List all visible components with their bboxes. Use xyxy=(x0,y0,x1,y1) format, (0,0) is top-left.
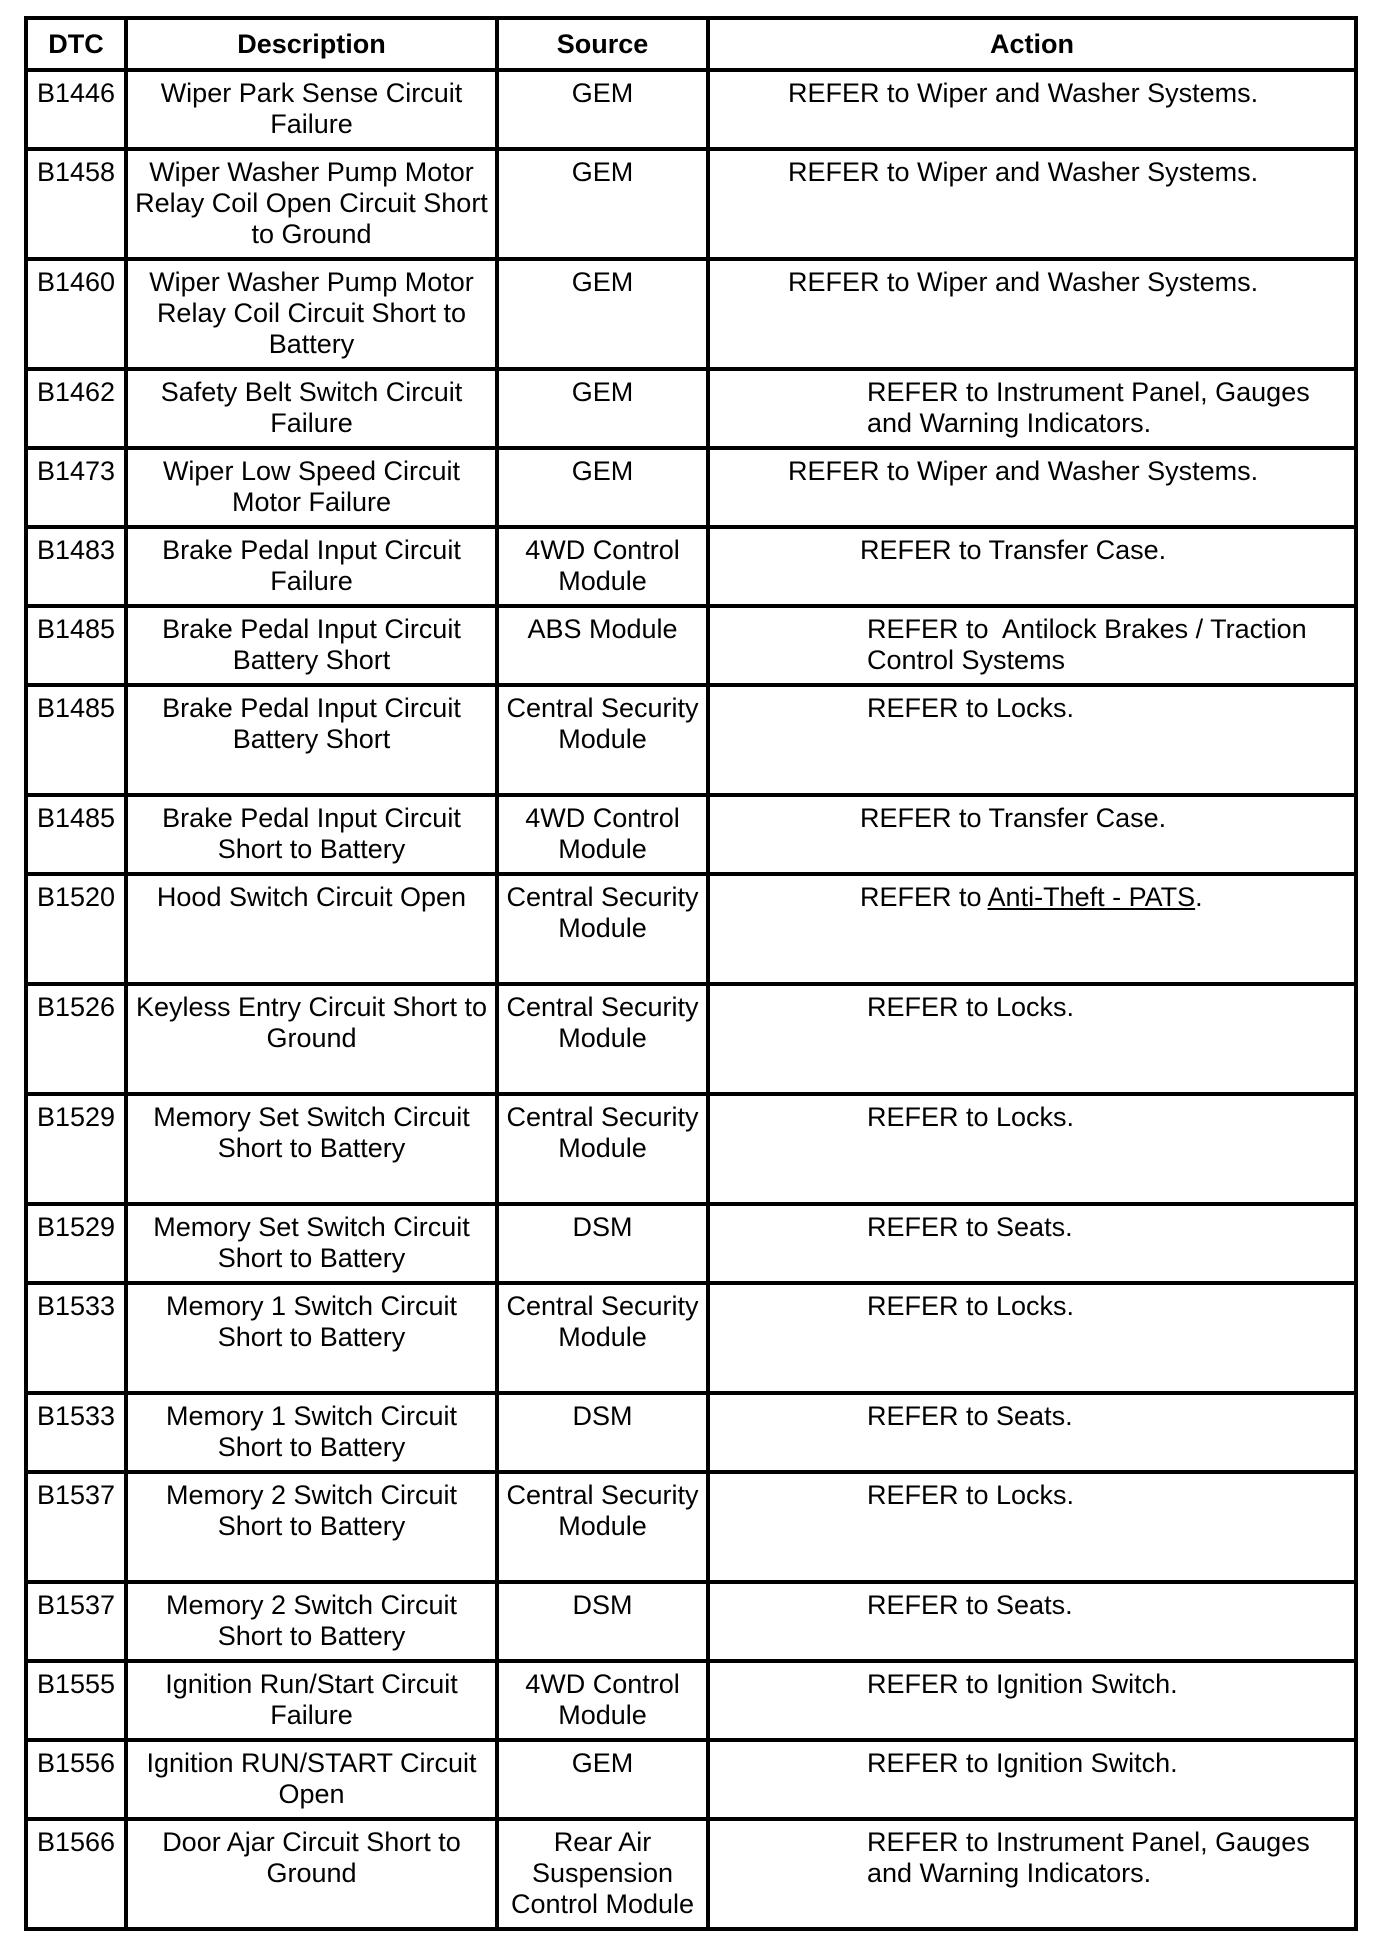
action-cell: REFER to Locks. xyxy=(708,685,1356,795)
description-cell: Hood Switch Circuit Open xyxy=(126,874,497,984)
action-cell: REFER to Transfer Case. xyxy=(708,795,1356,874)
description-cell: Keyless Entry Circuit Short to Ground xyxy=(126,984,497,1094)
description-cell: Brake Pedal Input Circuit Failure xyxy=(126,527,497,606)
dtc-code: B1529 xyxy=(26,1094,126,1204)
table-row xyxy=(26,1472,1356,1582)
dtc-code: B1483 xyxy=(26,527,126,606)
action-cell: REFER to Instrument Panel, Gauges and Warning Indicators. xyxy=(708,369,1356,448)
table-row xyxy=(26,527,1356,606)
header-dtc: DTC xyxy=(26,18,126,70)
dtc-code: B1537 xyxy=(26,1582,126,1661)
source-cell: GEM xyxy=(497,149,708,259)
dtc-table xyxy=(24,16,1358,1931)
dtc-code: B1473 xyxy=(26,448,126,527)
action-cell: REFER to Instrument Panel, Gauges and Warning Indicators. xyxy=(708,1819,1356,1929)
table-row xyxy=(26,70,1356,149)
dtc-code: B1485 xyxy=(26,795,126,874)
table-row xyxy=(26,1661,1356,1740)
action-cell: REFER to Seats. xyxy=(708,1582,1356,1661)
table-row xyxy=(26,795,1356,874)
source-cell: ABS Module xyxy=(497,606,708,685)
action-cell: REFER to Antilock Brakes / Traction Control Systems xyxy=(708,606,1356,685)
action-cell: REFER to Transfer Case. xyxy=(708,527,1356,606)
header-row xyxy=(26,18,1356,70)
action-cell: REFER to Locks. xyxy=(708,984,1356,1094)
dtc-code: B1485 xyxy=(26,685,126,795)
table-row xyxy=(26,1740,1356,1819)
description-cell: Memory Set Switch Circuit Short to Battery xyxy=(126,1094,497,1204)
dtc-code: B1460 xyxy=(26,259,126,369)
description-cell: Memory 2 Switch Circuit Short to Battery xyxy=(126,1472,497,1582)
table-row xyxy=(26,448,1356,527)
description-cell: Door Ajar Circuit Short to Ground xyxy=(126,1819,497,1929)
description-cell: Wiper Low Speed Circuit Motor Failure xyxy=(126,448,497,527)
table-row xyxy=(26,685,1356,795)
description-cell: Memory 2 Switch Circuit Short to Battery xyxy=(126,1582,497,1661)
dtc-code: B1526 xyxy=(26,984,126,1094)
table-row xyxy=(26,1094,1356,1204)
description-cell: Memory Set Switch Circuit Short to Battery xyxy=(126,1204,497,1283)
description-cell: Memory 1 Switch Circuit Short to Battery xyxy=(126,1283,497,1393)
table-row xyxy=(26,369,1356,448)
action-cell: REFER to Locks. xyxy=(708,1094,1356,1204)
source-cell: Central Security Module xyxy=(497,984,708,1094)
action-cell: REFER to Wiper and Washer Systems. xyxy=(708,149,1356,259)
source-cell: 4WD Control Module xyxy=(497,795,708,874)
description-cell: Wiper Washer Pump Motor Relay Coil Open Circuit Short to Ground xyxy=(126,149,497,259)
header-action: Action xyxy=(708,18,1356,70)
table-row xyxy=(26,259,1356,369)
action-cell: REFER to Seats. xyxy=(708,1204,1356,1283)
description-cell: Brake Pedal Input Circuit Short to Battery xyxy=(126,795,497,874)
header-description: Description xyxy=(126,18,497,70)
source-cell: GEM xyxy=(497,70,708,149)
description-cell: Brake Pedal Input Circuit Battery Short xyxy=(126,685,497,795)
dtc-code: B1566 xyxy=(26,1819,126,1929)
dtc-code: B1537 xyxy=(26,1472,126,1582)
source-cell: DSM xyxy=(497,1204,708,1283)
dtc-code: B1520 xyxy=(26,874,126,984)
source-cell: Central Security Module xyxy=(497,1283,708,1393)
description-cell: Brake Pedal Input Circuit Battery Short xyxy=(126,606,497,685)
table-row xyxy=(26,1819,1356,1929)
source-cell: Central Security Module xyxy=(497,874,708,984)
table-row xyxy=(26,149,1356,259)
dtc-code: B1555 xyxy=(26,1661,126,1740)
action-prefix: REFER to xyxy=(860,882,988,912)
source-cell: GEM xyxy=(497,369,708,448)
table-row xyxy=(26,984,1356,1094)
source-cell: GEM xyxy=(497,448,708,527)
description-cell: Ignition RUN/START Circuit Open xyxy=(126,1740,497,1819)
source-cell: Central Security Module xyxy=(497,1472,708,1582)
source-cell: Central Security Module xyxy=(497,1094,708,1204)
source-cell: 4WD Control Module xyxy=(497,1661,708,1740)
action-cell: REFER to Ignition Switch. xyxy=(708,1661,1356,1740)
dtc-code: B1458 xyxy=(26,149,126,259)
header-source: Source xyxy=(497,18,708,70)
dtc-code: B1533 xyxy=(26,1393,126,1472)
source-cell: DSM xyxy=(497,1393,708,1472)
table-row xyxy=(26,1283,1356,1393)
action-cell: REFER to Locks. xyxy=(708,1283,1356,1393)
table-row xyxy=(26,1393,1356,1472)
description-cell: Wiper Park Sense Circuit Failure xyxy=(126,70,497,149)
table-row xyxy=(26,606,1356,685)
action-cell: REFER to Ignition Switch. xyxy=(708,1740,1356,1819)
dtc-code: B1446 xyxy=(26,70,126,149)
description-cell: Ignition Run/Start Circuit Failure xyxy=(126,1661,497,1740)
anti-theft-link[interactable]: Anti-Theft - PATS xyxy=(987,882,1196,912)
source-cell: DSM xyxy=(497,1582,708,1661)
source-cell: 4WD Control Module xyxy=(497,527,708,606)
action-cell xyxy=(708,874,1356,984)
table-row xyxy=(26,1582,1356,1661)
dtc-code: B1462 xyxy=(26,369,126,448)
action-cell: REFER to Seats. xyxy=(708,1393,1356,1472)
source-cell: GEM xyxy=(497,1740,708,1819)
dtc-code: B1485 xyxy=(26,606,126,685)
description-cell: Wiper Washer Pump Motor Relay Coil Circuit Short to Battery xyxy=(126,259,497,369)
action-cell: REFER to Wiper and Washer Systems. xyxy=(708,448,1356,527)
action-cell: REFER to Wiper and Washer Systems. xyxy=(708,70,1356,149)
action-suffix: . xyxy=(1195,882,1203,912)
description-cell: Memory 1 Switch Circuit Short to Battery xyxy=(126,1393,497,1472)
action-cell: REFER to Locks. xyxy=(708,1472,1356,1582)
action-cell: REFER to Wiper and Washer Systems. xyxy=(708,259,1356,369)
source-cell: GEM xyxy=(497,259,708,369)
table-row xyxy=(26,1204,1356,1283)
source-cell: Rear Air Suspension Control Module xyxy=(497,1819,708,1929)
description-cell: Safety Belt Switch Circuit Failure xyxy=(126,369,497,448)
table-row xyxy=(26,874,1356,984)
source-cell: Central Security Module xyxy=(497,685,708,795)
dtc-code: B1533 xyxy=(26,1283,126,1393)
dtc-code: B1556 xyxy=(26,1740,126,1819)
dtc-code: B1529 xyxy=(26,1204,126,1283)
